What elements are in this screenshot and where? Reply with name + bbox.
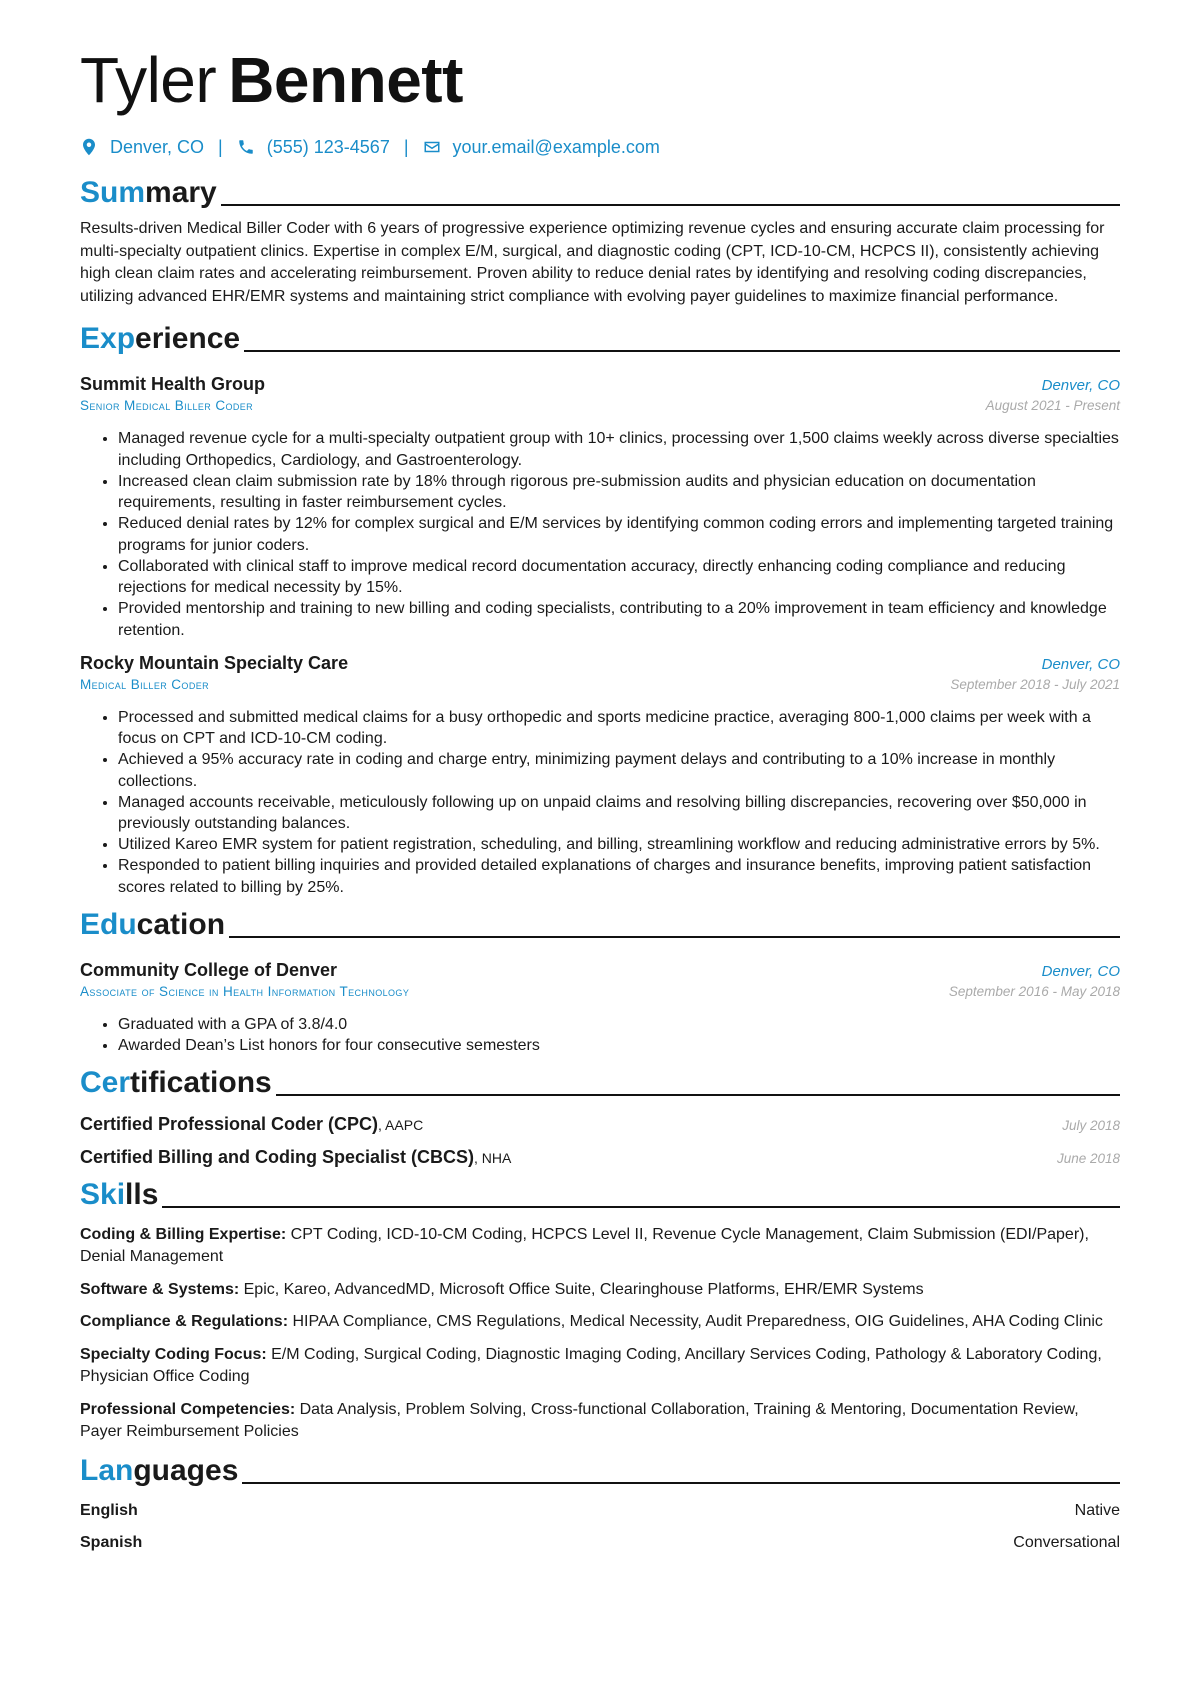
skill-value: HIPAA Compliance, CMS Regulations, Medical Necessity, Audit Preparedness, OIG Guidelines, AHA Coding Clinic (288, 1313, 1103, 1330)
certification-date: June 2018 (1056, 1150, 1120, 1166)
language-name: English (80, 1501, 138, 1519)
skill-label: Coding & Billing Expertise: (80, 1225, 287, 1243)
phone-text: (555) 123-4567 (266, 136, 390, 157)
skill-value: CPT Coding, ICD-10-CM Coding, HCPCS Level II, Revenue Cycle Management, Claim Submission (EDI/Paper), Denial Management (80, 1225, 1089, 1265)
list-item: • Reduced denial rates by 12% for complex surgical and E/M services by identifying common coding errors and implementing targeted training programs for junior coders. (118, 513, 1120, 556)
skill-item (80, 1279, 1120, 1302)
school-location: Denver, CO (1041, 962, 1120, 980)
section-rule (229, 936, 1120, 938)
skill-item (80, 1311, 1120, 1334)
section-rule (242, 1482, 1120, 1484)
education-bullets (80, 1014, 1120, 1057)
job-org: Rocky Mountain Specialty Care (80, 652, 349, 673)
job-entry (80, 372, 1120, 641)
section-title: Certifications (80, 1065, 272, 1099)
skill-label: Professional Competencies: (80, 1400, 296, 1418)
section-experience-heading (80, 318, 1120, 358)
job-bullets (80, 428, 1120, 641)
section-title: Experience (80, 322, 241, 355)
language-level: Native (1074, 1501, 1120, 1519)
section-title: Skills (80, 1177, 159, 1211)
skill-value: E/M Coding, Surgical Coding, Diagnostic Imaging Coding, Ancillary Services Coding, Pathology & Laboratory Coding, Physician Office Coding (80, 1345, 1102, 1385)
education-dates: September 2016 - May 2018 (948, 983, 1120, 999)
skill-label: Specialty Coding Focus: (80, 1345, 267, 1363)
education-entry (80, 958, 1120, 1057)
skill-item (80, 1224, 1120, 1269)
resume-page (80, 40, 1120, 1554)
list-item: • Utilized Kareo EMR system for patient registration, scheduling, and billing, streamlining workflow and reducing administrative errors by 5%. (118, 834, 1120, 856)
job-bullets (80, 707, 1120, 899)
list-item: • Achieved a 95% accuracy rate in coding and charge entry, minimizing payment delays and contributing to a 10% increase in monthly collections. (118, 749, 1120, 792)
list-item: • Processed and submitted medical claims for a busy orthopedic and sports medicine practice, averaging 800-1,000 claims per week with a focus on CPT and ICD-10-CM coding. (118, 707, 1120, 750)
location-text: Denver, CO (110, 136, 205, 157)
summary-text: Results-driven Medical Biller Coder with 6 years of progressive experience optimizing revenue cycles and ensuring accurate claim processing for multi-specialty outpatient clinics. Expertise in complex E/M, surgical, and diagnostic coding (CPT, ICD-10-CM, HCPCS II), consistently achieving high clean claim rates and accelerating reimbursement. Proven ability to reduce denial rates by identifying and resolving coding discrepancies, utilizing advanced EHR/EMR systems and maintaining strict compliance with evolving payer guidelines to maximize financial performance. (80, 220, 1105, 305)
skill-label: Compliance & Regulations: (80, 1313, 289, 1330)
contact-phone[interactable] (237, 137, 390, 158)
phone-icon (237, 138, 255, 156)
job-role: Medical Biller Coder (80, 676, 210, 692)
section-skills-heading (80, 1174, 1120, 1214)
separator: | (403, 136, 409, 157)
contact-email[interactable] (423, 137, 660, 158)
language-item (80, 1532, 1120, 1554)
section-rule (162, 1206, 1120, 1208)
skill-item (80, 1344, 1120, 1389)
section-title: Education (80, 907, 226, 941)
skill-value: Data Analysis, Problem Solving, Cross-functional Collaboration, Training & Mentoring, Documentation Review, Payer Reimbursement Policies (80, 1400, 1079, 1440)
certification-date: July 2018 (1062, 1117, 1120, 1133)
candidate-name (80, 40, 1120, 120)
contact-line (80, 132, 1120, 162)
email-link[interactable]: your.email@example.com (452, 136, 660, 157)
contact-location (80, 137, 204, 158)
list-item: • Managed accounts receivable, meticulously following up on unpaid claims and resolving billing discrepancies, recovering over $50,000 in previously outstanding balances. (118, 792, 1120, 835)
section-education-heading (80, 904, 1120, 944)
certification-name: Certified Professional Coder (CPC) (80, 1113, 379, 1134)
job-role: Senior Medical Biller Coder (80, 398, 254, 413)
list-item: • Responded to patient billing inquiries and provided detailed explanations of charges and insurance benefits, improving patient satisfaction scores related to billing by 25%. (118, 855, 1120, 898)
section-title: Languages (80, 1453, 239, 1487)
section-rule (221, 204, 1120, 206)
certification-item (80, 1114, 1120, 1135)
first-name: Tyler (80, 44, 217, 116)
section-languages-heading (80, 1450, 1120, 1490)
job-entry (80, 651, 1120, 899)
section-rule (244, 350, 1120, 352)
list-item: • Awarded Dean’s List honors for four consecutive semesters (118, 1035, 1120, 1057)
last-name: Bennett (228, 44, 463, 116)
job-location: Denver, CO (1041, 655, 1120, 673)
certification-name: Certified Billing and Coding Specialist (CBCS) (80, 1146, 475, 1167)
certification-issuer: , AAPC (378, 1116, 424, 1133)
map-pin-icon (80, 138, 98, 156)
language-level: Conversational (1013, 1533, 1120, 1551)
list-item: • Graduated with a GPA of 3.8/4.0 (118, 1014, 1120, 1036)
list-item: • Managed revenue cycle for a multi-specialty outpatient group with 10+ clinics, processing over 1,500 claims weekly across diverse specialties including Orthopedics, Cardiology, and Gastroenterology. (118, 428, 1120, 471)
skill-label: Software & Systems: (80, 1280, 240, 1298)
school-name: Community College of Denver (80, 959, 338, 980)
list-item: • Collaborated with clinical staff to improve medical record documentation accuracy, directly enhancing coding compliance and reducing rejections for medical necessity by 15%. (118, 556, 1120, 599)
section-certifications-heading (80, 1062, 1120, 1102)
section-summary-heading (80, 172, 1120, 212)
envelope-icon (423, 138, 441, 156)
certification-issuer: , NHA (474, 1149, 512, 1166)
degree: Associate of Science in Health Information Technology (80, 983, 410, 999)
list-item: • Increased clean claim submission rate by 18% through rigorous pre-submission audits and physician education on documentation requirements, resulting in faster reimbursement cycles. (118, 471, 1120, 514)
skill-value: Epic, Kareo, AdvancedMD, Microsoft Office Suite, Clearinghouse Platforms, EHR/EMR Systems (239, 1280, 924, 1298)
section-rule (276, 1094, 1120, 1096)
separator: | (218, 136, 223, 157)
job-location: Denver, CO (1041, 377, 1120, 394)
job-dates: September 2018 - July 2021 (950, 676, 1120, 692)
language-item (80, 1500, 1120, 1522)
job-dates: August 2021 - Present (985, 398, 1120, 413)
skill-item (80, 1399, 1120, 1444)
job-org: Summit Health Group (80, 374, 266, 394)
certification-item (80, 1147, 1120, 1168)
list-item: • Provided mentorship and training to new billing and coding specialists, contributing to a 20% improvement in team efficiency and knowledge retention. (118, 598, 1120, 641)
language-name: Spanish (80, 1533, 143, 1551)
section-title: Summary (80, 176, 217, 209)
